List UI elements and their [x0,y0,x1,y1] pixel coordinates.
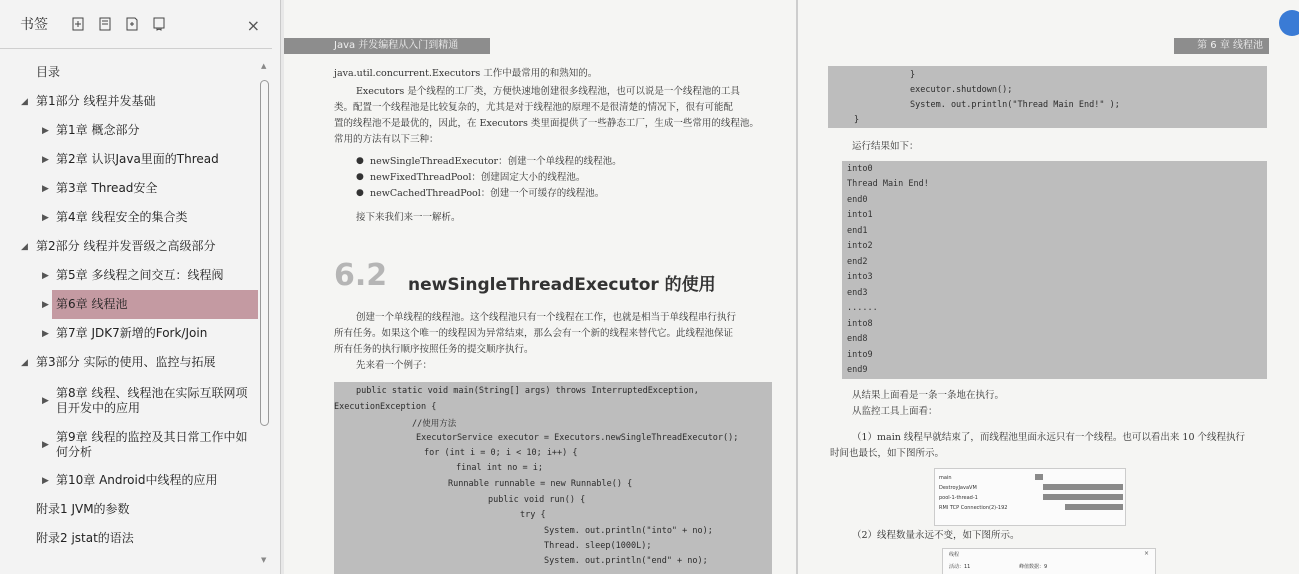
figure-thread-timeline [934,468,1126,526]
timeline-bar [1035,474,1043,480]
bookmark-item[interactable]: ▶ 第3章 Thread安全 [42,181,158,195]
code-line: } [854,115,860,125]
figure-row-label: DestroyJavaVM [939,485,977,491]
bookmark-item[interactable]: ▶ 第2章 认识Java里面的Thread [42,152,219,166]
output-line: into9 [847,350,873,360]
output-line: into8 [847,319,873,329]
collapse-arrow-icon[interactable]: ◢ [21,357,28,368]
output-line: into0 [847,164,873,174]
output-line: end3 [847,288,868,298]
running-head: 第 6 章 线程池 [1174,38,1269,54]
output-line: into2 [847,241,873,251]
bookmark-item[interactable]: ▶ 第1章 概念部分 [42,123,140,137]
bullet-dot: ● [356,188,364,198]
paragraph-line: 常用的方法有以下三种： [334,134,439,145]
collapse-arrow-icon[interactable]: ◢ [21,241,28,252]
output-line: Thread Main End! [847,179,929,189]
bullet-item: newCachedThreadPool：创建一个可缓存的线程池。 [370,188,605,199]
figure-stat: 活动：11 [949,564,971,570]
code-line: Runnable runnable = new Runnable() { [448,479,633,489]
timeline-bar [1043,494,1123,500]
bookmark-item[interactable]: ▶ 第10章 Android中线程的应用 [42,473,218,487]
code-block [334,382,772,574]
code-line: ExecutionException { [334,402,437,412]
output-line: end8 [847,334,868,344]
bullet-dot: ● [356,156,364,166]
section-title: newSingleThreadExecutor 的使用 [408,275,716,295]
figure-row-label: pool-1-thread-1 [939,495,978,501]
bookmark-item[interactable]: 附录1 JVM的参数 [36,502,130,516]
code-line: System. out.println("Thread Main End!" ); [910,100,1120,110]
figure-row-label: main [939,475,952,481]
code-line: public void run() { [488,495,586,505]
document-page-right [798,0,1299,574]
expand-arrow-icon[interactable]: ▶ [42,328,49,339]
code-block [828,66,1267,128]
bookmark-panel [0,0,281,574]
paragraph-line: 类。配置一个线程池是比较复杂的，尤其是对于线程池的原理不是很清楚的情况下，很有可能配 [334,102,734,113]
close-icon: × [1143,550,1149,557]
paragraph-line: 所有任务。如果这个唯一的线程因为异常结束，那么会有一个新的线程来替代它。此线程池保证 [334,328,734,339]
paragraph-line: Executors 是个线程的工厂类，方便快速地创建很多线程池，也可以说是一个线程池的工具 [356,86,740,97]
bookmark-scrollbar[interactable] [258,58,272,564]
bookmark-item[interactable]: ▶ 第8章 线程、线程池在实际互联网项目开发中的应用 [42,385,248,415]
expand-arrow-icon[interactable]: ▶ [42,270,49,281]
output-line: into1 [847,210,873,220]
bullet-item: newSingleThreadExecutor：创建一个单线程的线程池。 [370,156,622,167]
expand-arrow-icon[interactable]: ▶ [42,440,49,450]
paragraph: 运行结果如下： [852,141,919,152]
bookmark-item[interactable]: 目录 [36,65,61,79]
output-line: end2 [847,257,868,267]
output-line: ...... [847,303,878,313]
code-line: ExecutorService executor = Executors.newSingleThreadExecutor(); [416,433,739,443]
code-line: for (int i = 0; i < 10; i++) { [424,448,578,458]
output-line: end1 [847,226,868,236]
paragraph-line: （1）main 线程早就结束了，而线程池里面永远只有一个线程。也可以看出来 10 个线程执行 [852,432,1246,443]
output-block [842,161,1267,379]
output-line: end9 [847,365,868,375]
bookmark-item[interactable]: ▶ 第7章 JDK7新增的Fork/Join [42,326,208,340]
code-line: try { [520,510,546,520]
bookmark-tree [0,58,258,553]
paragraph: 从监控工具上面看： [852,406,938,417]
bookmark-item[interactable]: ▶ 第9章 线程的监控及其日常工作中如何分析 [42,430,248,459]
expand-all-icon[interactable] [70,16,86,32]
paragraph-line: 创建一个单线程的线程池。这个线程池只有一个线程在工作，也就是相当于单线程串行执行 [356,312,737,323]
code-line: System. out.println("end" + no); [544,556,708,566]
bullet-dot: ● [356,172,364,182]
floating-tool-button[interactable] [1279,10,1299,36]
expand-arrow-icon[interactable]: ▶ [42,299,49,310]
timeline-bar [1065,504,1123,510]
code-line: executor.shutdown(); [910,85,1013,95]
figure-stat: 峰值数据：9 [1019,564,1048,570]
section-number: 6.2 [334,258,388,293]
scroll-up-icon[interactable]: ▲ [261,62,267,70]
bookmark-panel-header [0,0,272,49]
bookmark-item[interactable]: 附录2 jstat的语法 [36,531,134,545]
bookmark-item[interactable]: ▶ 第5章 多线程之间交互：线程阀 [42,268,224,282]
code-line: System. out.println("into" + no); [544,526,713,536]
timeline-bar [1043,484,1123,490]
running-head: Java 并发编程从入门到精通 [284,38,490,54]
scroll-down-icon[interactable]: ▼ [261,556,267,564]
paragraph-line: 所有任务的执行顺序按照任务的提交顺序执行。 [334,344,534,355]
expand-arrow-icon[interactable]: ▶ [42,212,49,223]
paragraph: 从结果上面看是一条一条地在执行。 [852,390,1005,401]
bookmark-item[interactable]: ◢ 第1部分 线程并发基础 [21,94,156,108]
paragraph-line: 先来看一个例子： [356,360,433,371]
figure-row-label: RMI TCP Connection(2)-192 [939,505,1008,511]
code-line: } [910,70,916,80]
code-line: public static void main(String[] args) throws InterruptedException, [356,386,699,396]
bookmark-icon[interactable] [151,16,167,32]
expand-arrow-icon[interactable]: ▶ [42,125,49,136]
bookmark-item[interactable]: ◢ 第2部分 线程并发晋级之高级部分 [21,239,216,253]
paragraph-line: 置的线程池不是最优的，因此，在 Executors 类里面提供了一些静态工厂，生成一些常用的线程池。 [334,118,759,129]
collapse-arrow-icon[interactable]: ◢ [21,96,28,107]
add-bookmark-icon[interactable] [124,16,140,32]
bookmark-item-selected[interactable]: ▶ 第6章 线程池 [52,290,258,319]
collapse-all-icon[interactable] [97,16,113,32]
figure-thread-count [942,548,1156,574]
bullet-item: newFixedThreadPool：创建固定大小的线程池。 [370,172,586,183]
paragraph-line: 时间也最长，如下图所示。 [830,448,945,459]
expand-arrow-icon[interactable]: ▶ [42,183,49,194]
document-page-left [284,0,796,574]
code-line: //使用方法 [412,419,457,429]
expand-arrow-icon[interactable]: ▶ [42,475,49,486]
output-line: end0 [847,195,868,205]
paragraph: （2）线程数量永远不变，如下图所示。 [852,530,1020,541]
bookmark-item[interactable]: ◢ 第3部分 实际的使用、监控与拓展 [21,355,216,369]
expand-arrow-icon[interactable]: ▶ [42,154,49,165]
output-line: into3 [847,272,873,282]
expand-arrow-icon[interactable]: ▶ [42,395,49,406]
code-line: final int no = i; [456,463,543,473]
bookmark-item[interactable]: ▶ 第4章 线程安全的集合类 [42,210,188,224]
scroll-thumb[interactable] [260,80,269,426]
code-line: Thread. sleep(1000L); [544,541,652,551]
close-icon[interactable]: × [246,16,260,35]
paragraph: 接下来我们来一一解析。 [356,212,461,223]
paragraph: java.util.concurrent.Executors 工作中最常用的和熟知的。 [334,68,598,79]
bookmark-panel-title: 书签 [20,17,48,33]
figure-title: 线程 [949,552,960,558]
